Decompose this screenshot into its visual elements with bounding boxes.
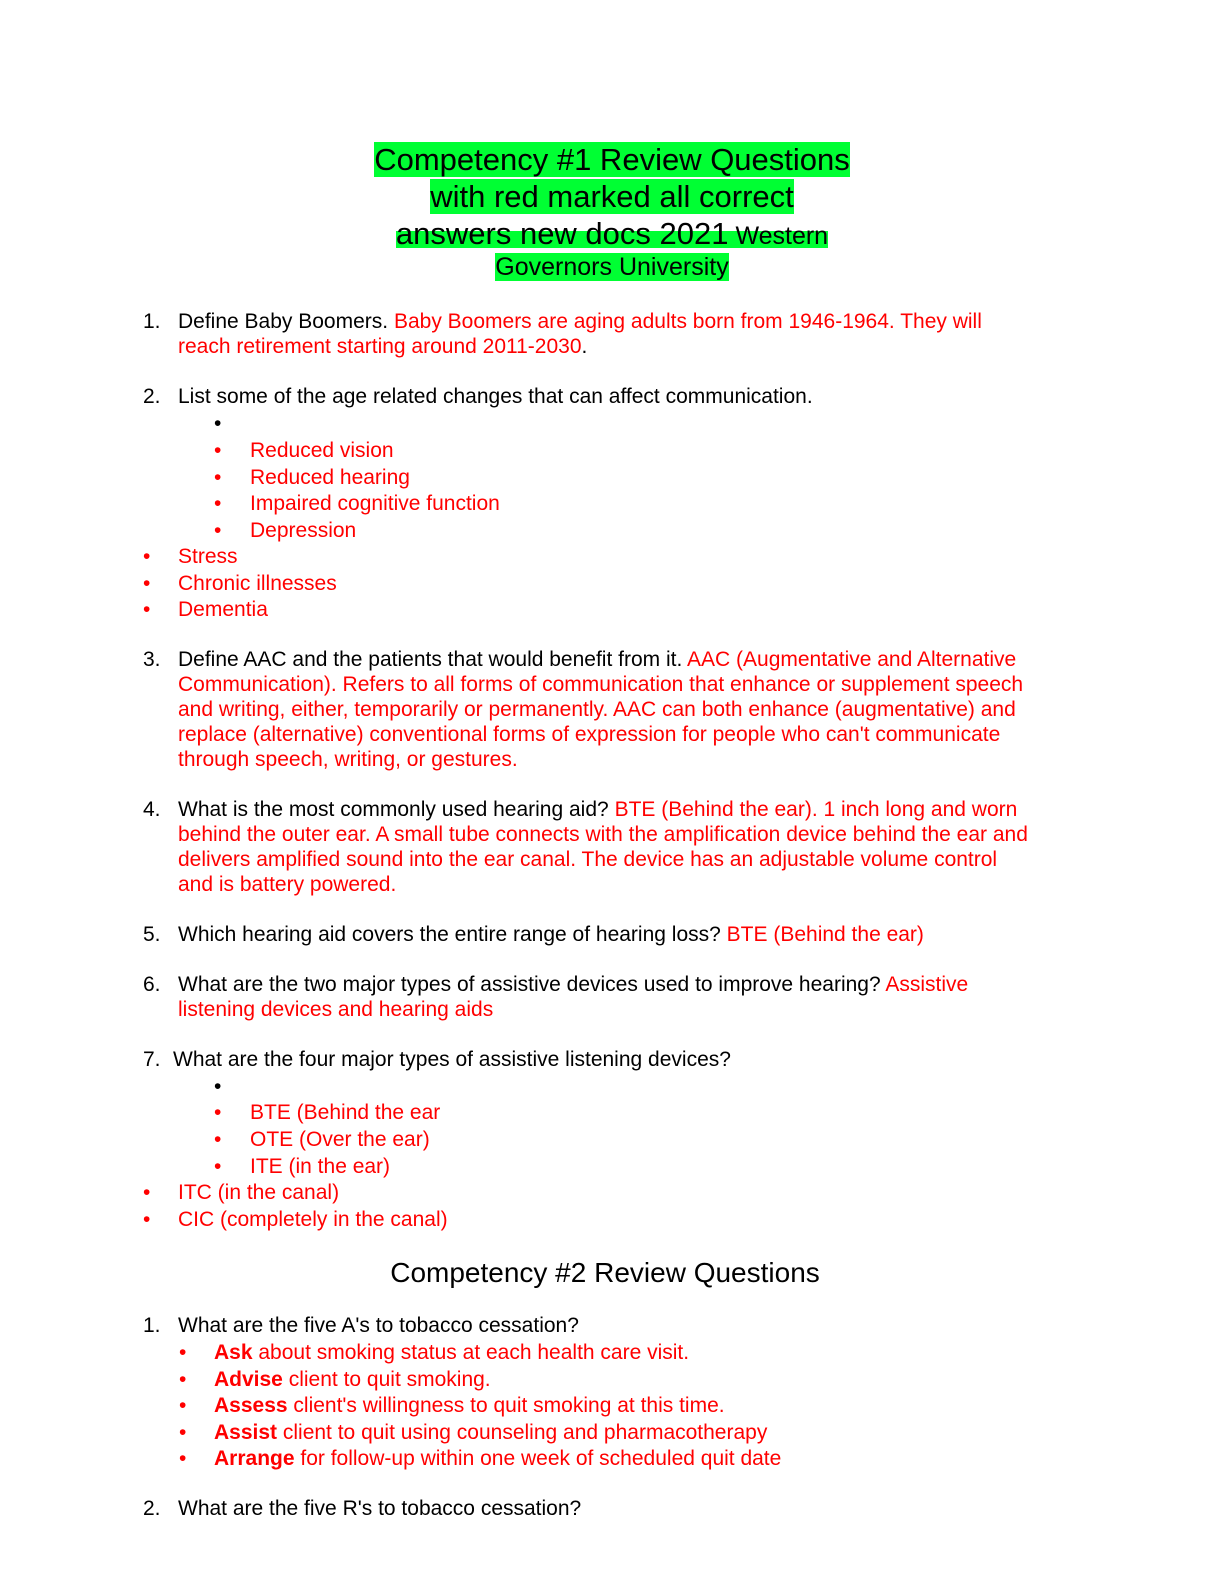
question-number: 1. — [143, 1314, 161, 1337]
question-number: 2. — [143, 385, 161, 408]
title-line-1: Competency #1 Review Questions — [374, 142, 850, 177]
question-7-text: What are the four major types of assistive listening devices? — [173, 1048, 731, 1071]
question-number: 6. — [143, 973, 161, 996]
question-3-line-2: Communication). Refers to all forms of communication that enhance or supplement speech — [178, 673, 1024, 696]
question-6-line-2: listening devices and hearing aids — [178, 998, 494, 1021]
question-4-line-2: behind the outer ear. A small tube connects with the amplification device behind the ear and — [178, 823, 1028, 846]
question-6-line-1: What are the two major types of assistive devices used to improve hearing? Assistive — [178, 973, 969, 996]
section-heading: Competency #2 Review Questions — [390, 1257, 820, 1288]
comp2-question-1-text: What are the five A's to tobacco cessation? — [178, 1314, 579, 1337]
question-number: 4. — [143, 798, 161, 821]
question-2-text: List some of the age related changes that can affect communication. — [178, 385, 813, 408]
question-number: 2. — [143, 1497, 161, 1520]
question-4-line-3: delivers amplified sound into the ear canal. The device has an adjustable volume control — [178, 848, 998, 871]
title-line-4: Governors University — [495, 253, 729, 281]
question-number: 7. — [143, 1048, 161, 1071]
title-line-2: with red marked all correct — [430, 179, 794, 214]
question-4-line-1: What is the most commonly used hearing aid? BTE (Behind the ear). 1 inch long and worn — [178, 798, 1018, 821]
title-line-3: answers new docs 2021 Western — [395, 216, 829, 251]
question-3-line-5: through speech, writing, or gestures. — [178, 748, 518, 771]
question-5-text: Which hearing aid covers the entire range of hearing loss? BTE (Behind the ear) — [178, 923, 924, 946]
question-number: 1. — [143, 310, 161, 333]
question-1-line-1: Define Baby Boomers. Baby Boomers are aging adults born from 1946-1964. They will — [178, 310, 982, 333]
question-3-line-4: replace (alternative) conventional forms of expression for people who can't communicate — [178, 723, 1001, 746]
question-1-line-2: reach retirement starting around 2011-2030. — [178, 335, 588, 358]
comp2-question-2-text: What are the five R's to tobacco cessation? — [178, 1497, 582, 1520]
question-number: 5. — [143, 923, 161, 946]
question-3-line-1: Define AAC and the patients that would benefit from it. AAC (Augmentative and Alternative — [178, 648, 1017, 671]
question-3-line-3: and writing, either, temporarily or permanently. AAC can both enhance (augmentative) and — [178, 698, 1016, 721]
question-number: 3. — [143, 648, 161, 671]
question-4-line-4: and is battery powered. — [178, 873, 397, 896]
